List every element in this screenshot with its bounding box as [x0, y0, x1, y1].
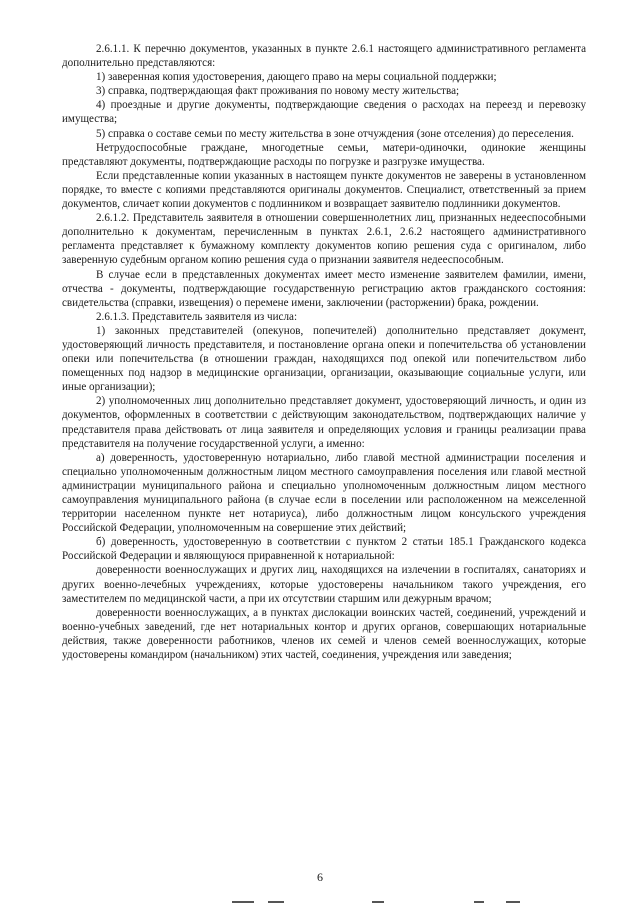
- paragraph: Нетрудоспособные граждане, многодетные семьи, матери-одиночки, одинокие женщины представляют документы, подтверждающие расходы по погрузке и разгрузке имущества.: [62, 141, 586, 168]
- scan-edge-mark: [474, 901, 484, 903]
- paragraph: В случае если в представленных документах имеет место изменение заявителем фамилии, имени, отчества - документы, подтверждающие государственную регистрацию актов гражданского состояния: свидетельства (справки, извещения) о перемене имени, заключении (расторжении) брака, рождении.: [62, 268, 586, 309]
- paragraph: 2.6.1.3. Представитель заявителя из числа:: [96, 310, 298, 323]
- scan-edge-mark: [232, 901, 254, 903]
- paragraph: доверенности военнослужащих, а в пунктах дислокации воинских частей, соединений, учреждений и военно-учебных заведений, где нет нотариальных контор и других органов, совершающих нотариальные действия, также доверенности работников, членов их семей и членов семей военнослужащих, которые удостоверены командиром (начальником) этих частей, соединения, учреждения или заведения;: [62, 606, 586, 662]
- paragraph: б) доверенность, удостоверенную в соответствии с пунктом 2 статьи 185.1 Гражданского кодекса Российской Федерации и являющуюся приравненной к нотариальной:: [62, 536, 586, 563]
- page-number: 6: [317, 870, 323, 884]
- paragraph: 5) справка о составе семьи по месту жительства в зоне отчуждения (зоне отселения) до переселения.: [96, 127, 574, 140]
- scan-edge-mark: [372, 901, 384, 903]
- paragraph: 4) проездные и другие документы, подтверждающие сведения о расходах на переезд и перевозку имущества;: [62, 99, 586, 126]
- paragraph: доверенности военнослужащих и других лиц, находящихся на излечении в госпиталях, санаториях и других военно-лечебных учреждениях, которые удостоверены начальником такого учреждения, его заместителем по медицинской части, а при их отсутствии старшим или дежурным врачом;: [62, 564, 586, 605]
- paragraph: 1) заверенная копия удостоверения, дающего право на меры социальной поддержки;: [96, 71, 497, 84]
- scan-edge-mark: [268, 901, 284, 903]
- paragraph: 2.6.1.2. Представитель заявителя в отношении совершеннолетних лиц, признанных недееспособными дополнительно к документам, перечисленным в пунктах 2.6.1, 2.6.2 настоящего административного регламента представляет к бумажному комплекту документов копию решения суда с оригиналом, либо заверенную судебным органом копию решения суда о признании заявителя недееспособным.: [62, 212, 586, 267]
- scan-edge-mark: [506, 901, 520, 903]
- paragraph: Если представленные копии указанных в настоящем пункте документов не заверены в установленном порядке, то вместе с копиями представляются оригиналы документов. Специалист, ответственный за прием документов, сличает копии документов с подлинником и возвращает заявителю подлинники документов.: [62, 169, 586, 211]
- paragraph: 2.6.1.1. К перечню документов, указанных в пункте 2.6.1 настоящего административного регламента дополнительно представляются:: [62, 43, 586, 70]
- paragraph: 3) справка, подтверждающая факт проживания по новому месту жительства;: [96, 85, 460, 98]
- paragraph: а) доверенность, удостоверенную нотариально, либо главой местной администрации поселения и специально уполномоченным должностным лицом местного самоуправления поселения или главой местной администрации муниципального района и специально уполномоченным должностным лицом местного самоуправления муниципального района (в случае если в поселении или расположенном на межселенной территории населенном пункте нет нотариуса), либо должностным лицом консульского учреждения Российской Федерации, уполномоченным на совершение этих действий;: [62, 451, 586, 535]
- document-body: [62, 42, 586, 662]
- paragraph: 2) уполномоченных лиц дополнительно представляет документ, удостоверяющий личность, и один из документов, оформленных в соответствии с действующим законодательством, подтверждающих наличие у представителя права действовать от лица заявителя и определяющих условия и границы реализации права представителя на получение государственной услуги, а именно:: [62, 395, 586, 450]
- paragraph: 1) законных представителей (опекунов, попечителей) дополнительно представляет документ, удостоверяющий личность представителя, и постановление органа опеки и попечительства об установлении опеки или попечительства (в отношении граждан, находящихся под опекой или попечительством либо помещенных под надзор в медицинские организации, организации, оказывающие социальные услуги, или иные организации);: [62, 324, 586, 394]
